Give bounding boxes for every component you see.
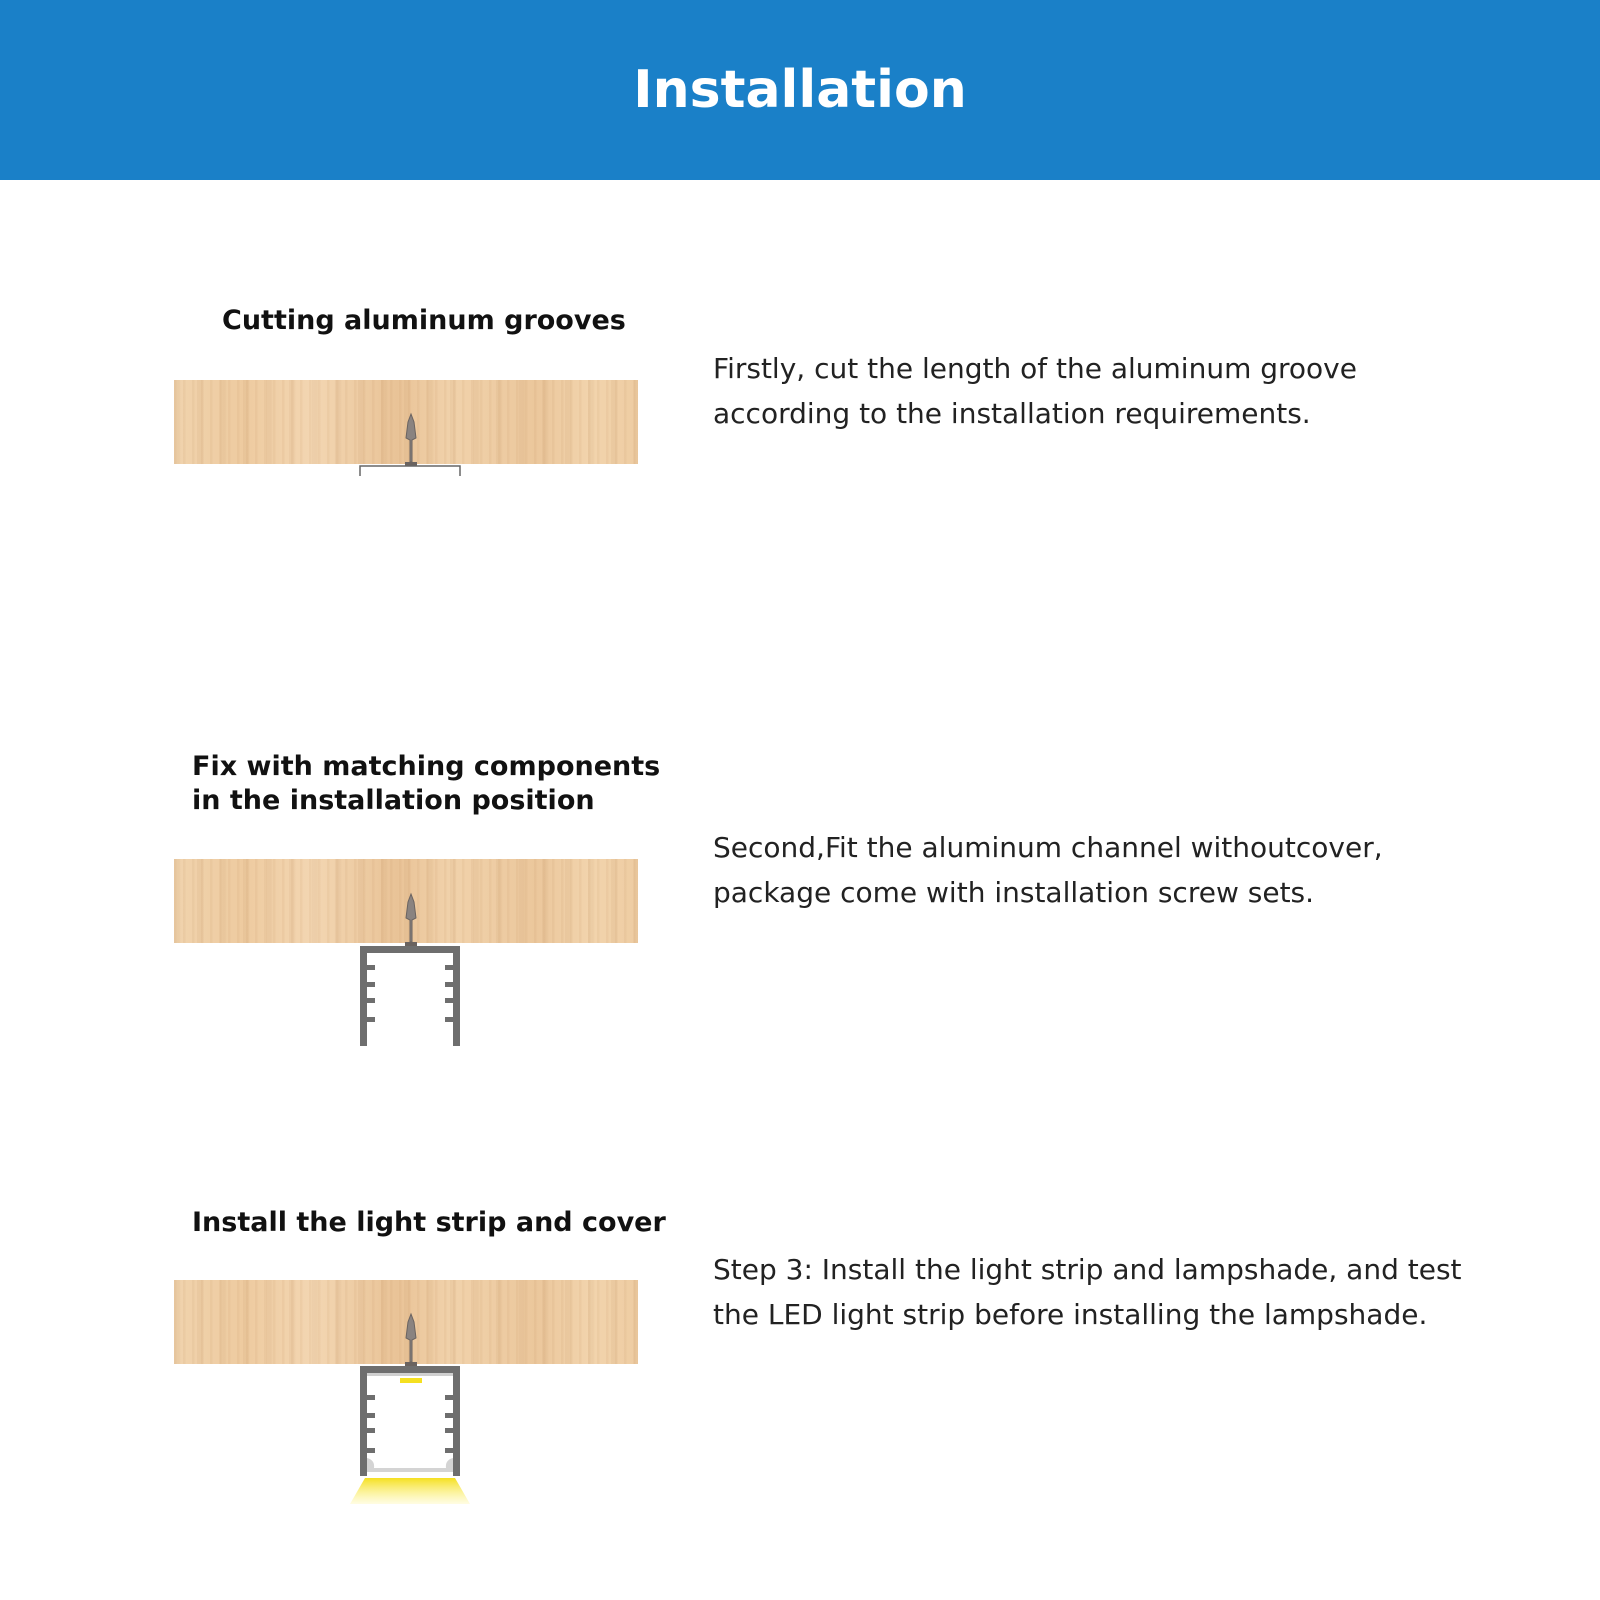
step-1-description-line-1: Firstly, cut the length of the aluminum groove: [713, 352, 1357, 385]
step-3-description-line-1: Step 3: Install the light strip and lampshade, and test: [713, 1253, 1462, 1286]
step-3-title: Install the light strip and cover: [192, 1207, 666, 1238]
page-title: Installation: [633, 60, 967, 120]
step-3-description-line-2: the LED light strip before installing the lampshade.: [713, 1298, 1428, 1331]
step-1-description-line-2: according to the installation requirements.: [713, 397, 1311, 430]
led-strip: [400, 1378, 422, 1383]
step-2-title-line-1: Fix with matching components: [192, 751, 661, 782]
step-2-description: [713, 825, 1383, 915]
step-2-title: [192, 750, 660, 818]
led-channel-with-cover-icon: [340, 1310, 480, 1510]
step-3-description: [713, 1247, 1462, 1337]
step-2-title-line-2: in the installation position: [192, 785, 595, 816]
step-2-description-line-1: Second,Fit the aluminum channel withoutcover,: [713, 831, 1383, 864]
step-2-description-line-2: package come with installation screw sets.: [713, 876, 1315, 909]
step-1-description: [713, 346, 1357, 436]
page-header: [0, 0, 1600, 180]
screw-and-groove-outline-icon: [350, 410, 470, 480]
step-1-title: Cutting aluminum grooves: [222, 305, 626, 336]
aluminum-channel-icon: [350, 890, 470, 1050]
